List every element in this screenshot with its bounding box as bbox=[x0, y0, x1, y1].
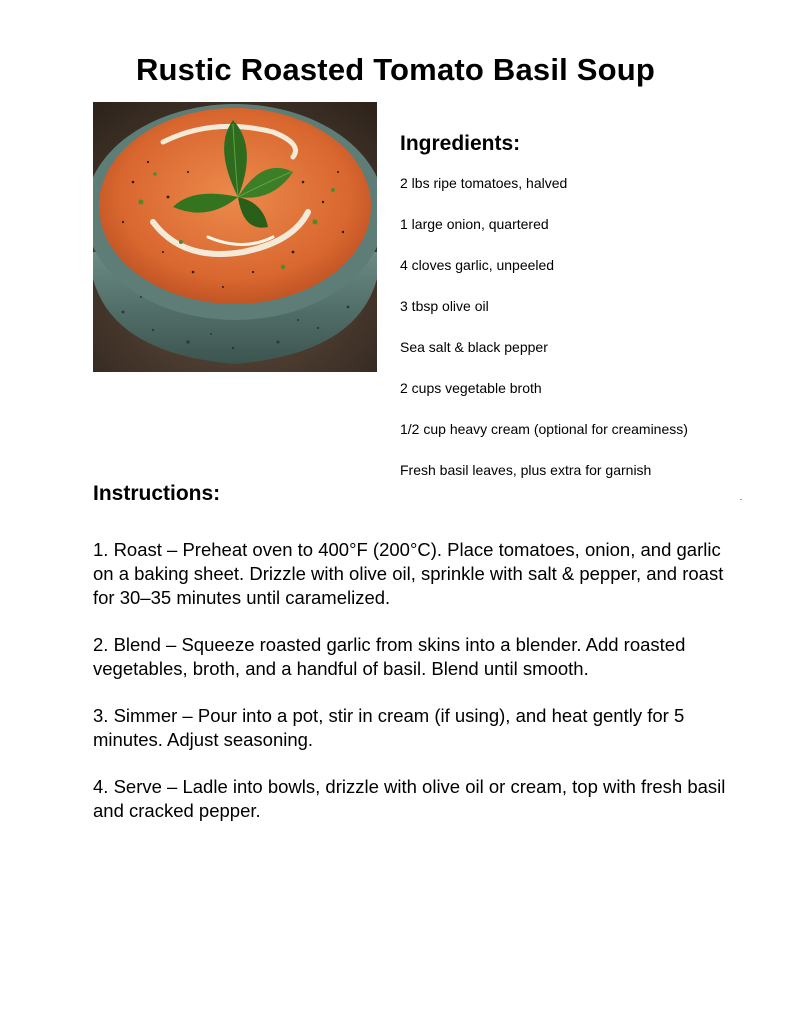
ingredient-item: 1/2 cup heavy cream (optional for creaminess) bbox=[400, 421, 688, 437]
instruction-step-simmer: 3. Simmer – Pour into a pot, stir in cream (if using), and heat gently for 5 minutes. Adjust seasoning. bbox=[93, 705, 685, 750]
instructions-heading: Instructions: bbox=[93, 482, 221, 505]
ingredient-item: 4 cloves garlic, unpeeled bbox=[400, 257, 555, 273]
ingredient-item: 2 lbs ripe tomatoes, halved bbox=[400, 175, 568, 191]
ingredient-item: 2 cups vegetable broth bbox=[400, 380, 542, 396]
instruction-step-serve: 4. Serve – Ladle into bowls, drizzle with olive oil or cream, top with fresh basil and cracked pepper. bbox=[93, 776, 726, 821]
instruction-step-blend: 2. Blend – Squeeze roasted garlic from skins into a blender. Add roasted vegetables, broth, and a handful of basil. Blend until smooth. bbox=[93, 634, 686, 679]
ingredients-heading: Ingredients: bbox=[400, 132, 521, 155]
scan-speck bbox=[740, 499, 742, 500]
instruction-steps bbox=[93, 538, 733, 846]
ingredient-item: 3 tbsp olive oil bbox=[400, 298, 489, 314]
instruction-step-roast: 1. Roast – Preheat oven to 400°F (200°C). Place tomatoes, onion, and garlic on a baking sheet. Drizzle with olive oil, sprinkle with salt & pepper, and roast for 30–35 minutes until caramelized. bbox=[93, 539, 724, 608]
ingredient-list bbox=[400, 174, 688, 502]
ingredient-item: Sea salt & black pepper bbox=[400, 339, 548, 355]
ingredient-item: 1 large onion, quartered bbox=[400, 216, 549, 232]
soup-photo bbox=[93, 102, 377, 372]
ingredient-item: Fresh basil leaves, plus extra for garnish bbox=[400, 462, 652, 478]
recipe-title: Rustic Roasted Tomato Basil Soup bbox=[135, 52, 656, 87]
